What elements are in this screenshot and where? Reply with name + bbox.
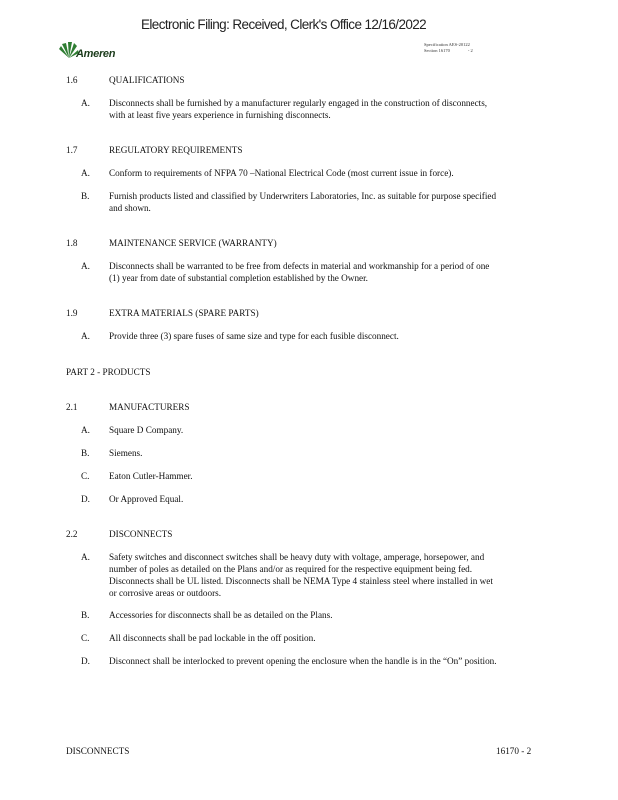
item-text: (1) year from date of substantial completion established by the Owner.: [109, 273, 368, 283]
item-text: Conform to requirements of NFPA 70 –National Electrical Code (most current issue in force).: [109, 168, 454, 178]
item-text: and shown.: [109, 203, 151, 213]
item-letter: B.: [81, 448, 90, 458]
item-text: Eaton Cutler-Hammer.: [109, 471, 193, 481]
item-text: Provide three (3) spare fuses of same size and type for each fusible disconnect.: [109, 331, 399, 341]
item-text: number of poles as detailed on the Plans and/or as required for the respective equipment being fed.: [109, 564, 473, 574]
spec-page: - 2: [467, 48, 473, 53]
section-title: REGULATORY REQUIREMENTS: [109, 145, 243, 155]
item-text: or corrosive areas or outdoors.: [109, 588, 221, 598]
item-text: Furnish products listed and classified by Underwriters Laboratories, Inc. as suitable for purpose specified: [109, 191, 497, 201]
section-number: 1.9: [66, 308, 78, 318]
section-title: EXTRA MATERIALS (SPARE PARTS): [109, 308, 259, 318]
spec-number: Specification AES-20122: [424, 42, 470, 47]
item-letter: A.: [81, 261, 90, 271]
item-letter: B.: [81, 610, 90, 620]
item-letter: A.: [81, 331, 90, 341]
item-text: Accessories for disconnects shall be as detailed on the Plans.: [109, 610, 333, 620]
item-text: Disconnects shall be warranted to be free from defects in material and workmanship for a period of one: [109, 261, 490, 271]
section-title: MAINTENANCE SERVICE (WARRANTY): [109, 238, 277, 248]
section-number: 1.6: [66, 75, 78, 85]
item-letter: A.: [81, 552, 90, 562]
section-number: 2.1: [66, 402, 78, 412]
section-title: QUALIFICATIONS: [109, 75, 185, 85]
section-number: 1.8: [66, 238, 78, 248]
item-text: with at least five years experience in furnishing disconnects.: [109, 110, 331, 120]
item-text: Disconnects shall be furnished by a manufacturer regularly engaged in the construction of disconnects,: [109, 98, 488, 108]
spec-section: Section 16170: [424, 48, 450, 53]
item-text: Safety switches and disconnect switches shall be heavy duty with voltage, amperage, horsepower, and: [109, 552, 485, 562]
item-text: Square D Company.: [109, 425, 184, 435]
item-letter: D.: [81, 656, 90, 666]
item-text: Disconnect shall be interlocked to prevent opening the enclosure when the handle is in the “On” position.: [109, 656, 497, 666]
item-letter: A.: [81, 425, 90, 435]
item-text: Disconnects shall be UL listed. Disconnects shall be NEMA Type 4 stainless steel where installed in wet: [109, 576, 493, 586]
filing-stamp: Electronic Filing: Received, Clerk's Office 12/16/2022: [141, 17, 427, 32]
logo-wordmark: Ameren: [76, 48, 116, 60]
section-number: 2.2: [66, 529, 78, 539]
item-letter: C.: [81, 633, 90, 643]
item-letter: D.: [81, 494, 90, 504]
item-letter: A.: [81, 168, 90, 178]
section-title: DISCONNECTS: [109, 529, 173, 539]
item-letter: C.: [81, 471, 90, 481]
item-text: Siemens.: [109, 448, 143, 458]
footer-page-number: 16170 - 2: [496, 746, 532, 756]
item-text: All disconnects shall be pad lockable in the off position.: [109, 633, 316, 643]
part-heading: PART 2 - PRODUCTS: [66, 367, 151, 377]
section-title: MANUFACTURERS: [109, 402, 190, 412]
section-number: 1.7: [66, 145, 78, 155]
item-letter: B.: [81, 191, 90, 201]
item-letter: A.: [81, 98, 90, 108]
footer-title: DISCONNECTS: [66, 746, 130, 756]
item-text: Or Approved Equal.: [109, 494, 184, 504]
